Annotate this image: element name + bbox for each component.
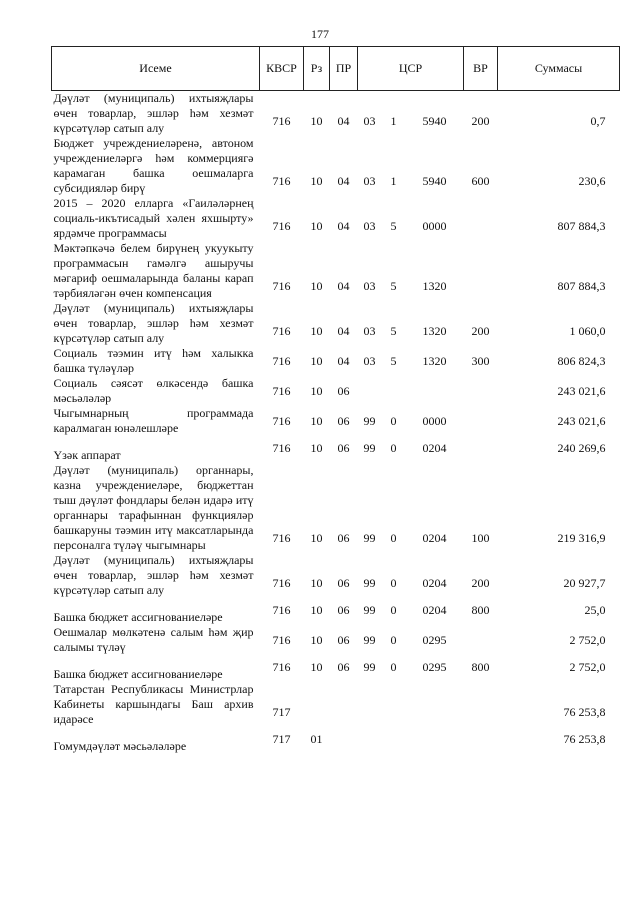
cell-name: Татарстан Республикасы Министрлар Кабинеты каршындагы Баш архив идарәсе xyxy=(53,682,254,726)
cell-csr-subprogram: 0 xyxy=(390,603,397,617)
cell-kvsr: 717 xyxy=(272,732,291,746)
cell-csr-direction: 0295 xyxy=(422,660,447,674)
cell-csr-direction xyxy=(406,727,464,754)
cell-rz: 01 xyxy=(310,732,323,746)
cell-name: Гомумдәүләт мәсьәләләре xyxy=(53,739,187,753)
cell-csr-program: 03 xyxy=(363,219,376,233)
cell-rz xyxy=(304,682,330,727)
cell-kvsr: 716 xyxy=(272,531,291,545)
cell-csr-program: 99 xyxy=(363,414,376,428)
cell-kvsr: 716 xyxy=(272,441,291,455)
cell-kvsr: 716 xyxy=(272,354,291,368)
cell-csr-program: 03 xyxy=(363,354,376,368)
cell-kvsr: 717 xyxy=(272,705,291,719)
cell-csr-program: 99 xyxy=(363,633,376,647)
table-row xyxy=(52,727,620,754)
cell-rz: 10 xyxy=(310,384,323,398)
cell-name: Социаль тәэмин итү һәм халыкка башка түләүләр xyxy=(53,346,254,375)
cell-rz: 10 xyxy=(310,633,323,647)
cell-sum: 240 269,6 xyxy=(557,441,606,455)
cell-kvsr: 716 xyxy=(272,414,291,428)
header-kvsr: КВСР xyxy=(260,47,304,91)
cell-csr-subprogram: 1 xyxy=(390,114,397,128)
cell-csr-subprogram: 5 xyxy=(390,219,397,233)
cell-csr-subprogram: 0 xyxy=(390,633,397,647)
cell-csr-subprogram: 0 xyxy=(390,576,397,590)
cell-pr: 06 xyxy=(337,576,350,590)
cell-rz: 10 xyxy=(310,660,323,674)
cell-kvsr: 716 xyxy=(272,603,291,617)
cell-sum: 219 316,9 xyxy=(557,531,606,545)
cell-csr-direction: 1320 xyxy=(422,324,447,338)
table-row xyxy=(52,406,620,436)
cell-sum: 25,0 xyxy=(584,603,606,617)
cell-csr-program: 99 xyxy=(363,441,376,455)
table-body xyxy=(52,91,620,755)
cell-csr-subprogram: 0 xyxy=(390,660,397,674)
cell-csr-program xyxy=(358,682,382,727)
table-row xyxy=(52,625,620,655)
cell-pr xyxy=(330,682,358,727)
cell-sum: 243 021,6 xyxy=(557,384,606,398)
cell-kvsr: 716 xyxy=(272,384,291,398)
table-row xyxy=(52,463,620,553)
cell-csr-subprogram: 5 xyxy=(390,279,397,293)
cell-pr: 06 xyxy=(337,441,350,455)
cell-vr: 200 xyxy=(471,114,490,128)
cell-name: Оешмалар мөлкәтенә салым һәм җир салымы түләү xyxy=(53,625,254,654)
cell-kvsr: 716 xyxy=(272,219,291,233)
cell-pr: 04 xyxy=(337,354,350,368)
cell-vr xyxy=(464,625,498,655)
cell-csr-direction xyxy=(406,376,464,406)
cell-sum: 2 752,0 xyxy=(569,633,606,647)
cell-pr: 06 xyxy=(337,633,350,647)
cell-sum: 0,7 xyxy=(590,114,606,128)
cell-name: Дәүләт (муниципаль) ихтыяҗлары өчен товарлар, эшләр һәм хезмәт күрсәтүләр сатып алу xyxy=(53,91,254,135)
cell-name: Мәктәпкәчә белем бирүнең укуукыту программасын гамәлгә ашыручы мәгариф оешмаларында баланы карап тәрбияләгән өчен компенсация xyxy=(53,241,254,300)
cell-csr-subprogram: 5 xyxy=(390,354,397,368)
cell-csr-program xyxy=(358,727,382,754)
cell-vr xyxy=(464,376,498,406)
cell-pr: 04 xyxy=(337,219,350,233)
cell-vr: 200 xyxy=(471,576,490,590)
table-row xyxy=(52,436,620,463)
cell-rz: 10 xyxy=(310,603,323,617)
cell-sum: 76 253,8 xyxy=(563,732,606,746)
header-pr: ПР xyxy=(330,47,358,91)
cell-pr: 06 xyxy=(337,384,350,398)
cell-csr-direction xyxy=(406,682,464,727)
cell-csr-program: 03 xyxy=(363,174,376,188)
cell-csr-program: 99 xyxy=(363,531,376,545)
cell-csr-program: 99 xyxy=(363,603,376,617)
cell-csr-direction: 0000 xyxy=(422,219,447,233)
cell-csr-subprogram xyxy=(382,682,406,727)
cell-sum: 806 824,3 xyxy=(557,354,606,368)
cell-csr-direction: 0204 xyxy=(422,603,447,617)
header-name: Исеме xyxy=(52,47,260,91)
cell-csr-subprogram: 0 xyxy=(390,441,397,455)
cell-csr-direction: 5940 xyxy=(422,174,447,188)
cell-csr-direction: 0204 xyxy=(422,441,447,455)
cell-csr-direction: 1320 xyxy=(422,279,447,293)
cell-rz: 10 xyxy=(310,576,323,590)
cell-sum: 1 060,0 xyxy=(569,324,606,338)
cell-kvsr: 716 xyxy=(272,279,291,293)
cell-vr: 300 xyxy=(471,354,490,368)
table-row xyxy=(52,196,620,241)
cell-vr: 200 xyxy=(471,324,490,338)
cell-pr: 04 xyxy=(337,174,350,188)
cell-vr: 600 xyxy=(471,174,490,188)
cell-vr xyxy=(464,727,498,754)
cell-pr: 04 xyxy=(337,279,350,293)
cell-csr-program: 03 xyxy=(363,114,376,128)
cell-sum: 807 884,3 xyxy=(557,279,606,293)
cell-pr: 06 xyxy=(337,660,350,674)
table-row xyxy=(52,553,620,598)
cell-sum: 20 927,7 xyxy=(563,576,606,590)
cell-kvsr: 716 xyxy=(272,633,291,647)
cell-vr xyxy=(464,196,498,241)
cell-pr xyxy=(330,727,358,754)
cell-csr-subprogram: 0 xyxy=(390,531,397,545)
cell-vr xyxy=(464,241,498,301)
cell-name: Бюджет учреждениеләренә, автоном учреждениеләргә һәм коммерциягә карамаган башка оешмаларга субсидияләр бирү xyxy=(53,136,254,195)
table-row xyxy=(52,682,620,727)
cell-rz: 10 xyxy=(310,114,323,128)
cell-rz: 10 xyxy=(310,531,323,545)
cell-rz: 10 xyxy=(310,414,323,428)
cell-name: Чыгымнарның программада каралмаган юнәлешләре xyxy=(53,406,254,435)
cell-name: Башка бюджет ассигнованиеләре xyxy=(53,610,223,624)
cell-rz: 10 xyxy=(310,441,323,455)
table-row xyxy=(52,301,620,346)
cell-csr-subprogram: 1 xyxy=(390,174,397,188)
cell-name: Дәүләт (муниципаль) органнары, казна учреждениеләре, бюджеттан тыш дәүләт фондлары белән идарә итү органнары тарафыннан функцияләр башкаруны тәэмин итү максатларында персоналга түләү чыгымнары xyxy=(53,463,254,552)
cell-sum: 807 884,3 xyxy=(557,219,606,233)
table-row xyxy=(52,241,620,301)
table-row xyxy=(52,598,620,625)
cell-vr xyxy=(464,436,498,463)
table-row xyxy=(52,136,620,196)
cell-csr-subprogram xyxy=(382,727,406,754)
cell-csr-program: 03 xyxy=(363,324,376,338)
cell-csr-subprogram: 5 xyxy=(390,324,397,338)
cell-csr-program: 03 xyxy=(363,279,376,293)
cell-csr-subprogram: 0 xyxy=(390,414,397,428)
cell-rz: 10 xyxy=(310,279,323,293)
cell-name: Социаль сәясәт өлкәсендә башка мәсьәләләр xyxy=(53,376,254,405)
header-csr: ЦСР xyxy=(358,47,464,91)
cell-name: Үзәк аппарат xyxy=(53,448,121,462)
table-row xyxy=(52,655,620,682)
cell-name: 2015 – 2020 елларга «Гаиләләрнең социаль-икътисадый хәлен яхшырту» ярдәмче программасы xyxy=(53,196,254,240)
cell-csr-program: 99 xyxy=(363,576,376,590)
cell-vr: 100 xyxy=(471,531,490,545)
cell-sum: 243 021,6 xyxy=(557,414,606,428)
cell-name: Дәүләт (муниципаль) ихтыяҗлары өчен товарлар, эшләр һәм хезмәт күрсәтүләр сатып алу xyxy=(53,301,254,345)
cell-rz: 10 xyxy=(310,354,323,368)
cell-pr: 04 xyxy=(337,324,350,338)
table-header-row xyxy=(52,47,620,91)
cell-csr-direction: 0295 xyxy=(422,633,447,647)
cell-csr-direction: 1320 xyxy=(422,354,447,368)
cell-csr-direction: 5940 xyxy=(422,114,447,128)
cell-pr: 06 xyxy=(337,414,350,428)
cell-sum: 2 752,0 xyxy=(569,660,606,674)
cell-csr-program xyxy=(358,376,382,406)
cell-kvsr: 716 xyxy=(272,576,291,590)
cell-pr: 06 xyxy=(337,603,350,617)
cell-vr: 800 xyxy=(471,603,490,617)
cell-csr-subprogram xyxy=(382,376,406,406)
cell-kvsr: 716 xyxy=(272,174,291,188)
cell-rz: 10 xyxy=(310,219,323,233)
cell-vr xyxy=(464,682,498,727)
cell-csr-direction: 0000 xyxy=(422,414,447,428)
header-sum: Суммасы xyxy=(498,47,620,91)
cell-csr-direction: 0204 xyxy=(422,531,447,545)
table-row xyxy=(52,376,620,406)
cell-pr: 04 xyxy=(337,114,350,128)
cell-rz: 10 xyxy=(310,324,323,338)
cell-name: Башка бюджет ассигнованиеләре xyxy=(53,667,223,681)
header-rz: Рз xyxy=(304,47,330,91)
cell-pr: 06 xyxy=(337,531,350,545)
cell-csr-program: 99 xyxy=(363,660,376,674)
cell-kvsr: 716 xyxy=(272,324,291,338)
page-number: 177 xyxy=(311,27,329,41)
header-vr: ВР xyxy=(464,47,498,91)
cell-vr xyxy=(464,406,498,436)
cell-kvsr: 716 xyxy=(272,660,291,674)
table-row xyxy=(52,91,620,137)
cell-name: Дәүләт (муниципаль) ихтыяҗлары өчен товарлар, эшләр һәм хезмәт күрсәтүләр сатып алу xyxy=(53,553,254,597)
cell-vr: 800 xyxy=(471,660,490,674)
cell-sum: 230,6 xyxy=(578,174,606,188)
cell-csr-direction: 0204 xyxy=(422,576,447,590)
budget-table xyxy=(51,46,620,754)
cell-sum: 76 253,8 xyxy=(563,705,606,719)
table-row xyxy=(52,346,620,376)
cell-kvsr: 716 xyxy=(272,114,291,128)
cell-rz: 10 xyxy=(310,174,323,188)
